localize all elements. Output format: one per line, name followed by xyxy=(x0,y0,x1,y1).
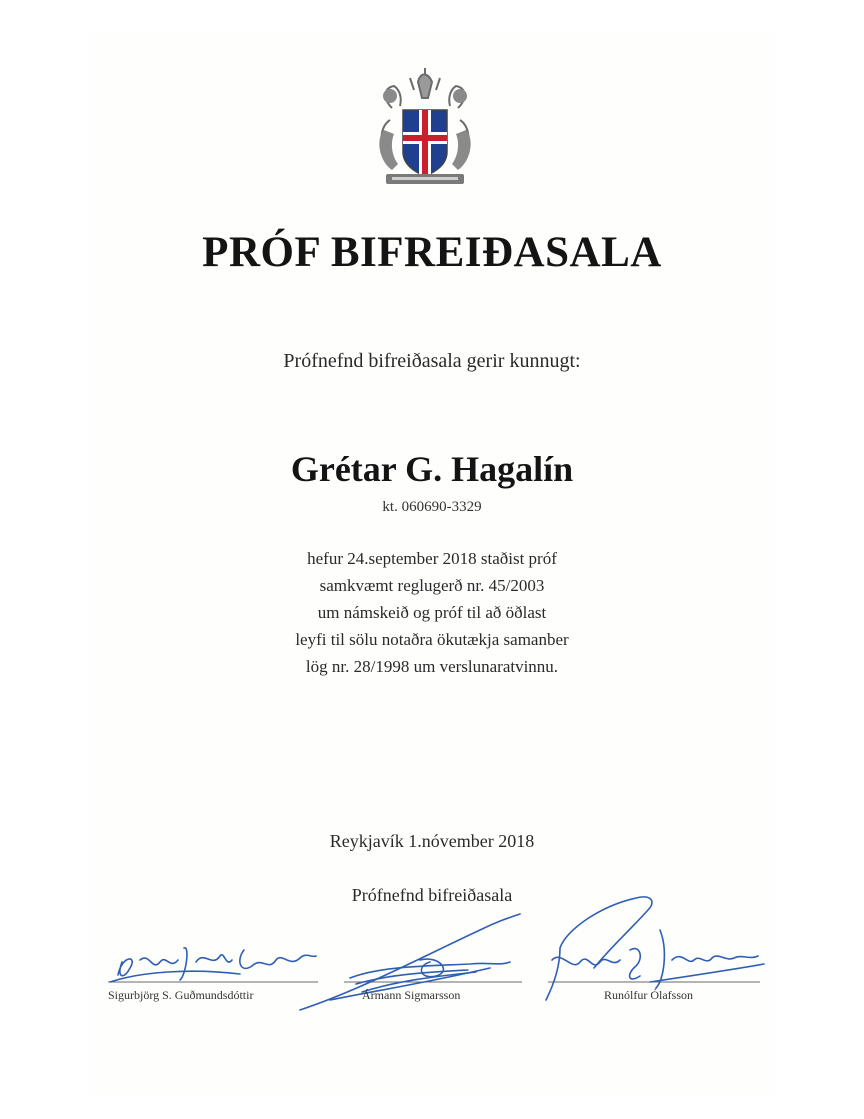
committee-name: Prófnefnd bifreiðasala xyxy=(351,885,513,905)
body-line: hefur 24.september 2018 staðist próf xyxy=(307,549,557,568)
signer-name-3: Runólfur Ólafsson xyxy=(604,988,693,1002)
holder-name: Grétar G. Hagalín xyxy=(290,449,574,489)
certificate-title: PRÓF BIFREIÐASALA xyxy=(202,229,662,276)
body-line: leyfi til sölu notaðra ökutækja samanber xyxy=(295,630,569,649)
signature-1-handwriting xyxy=(110,948,316,982)
signer-name-2: Ármann Sigmarsson xyxy=(362,988,461,1002)
place-date: Reykjavík 1.nóvember 2018 xyxy=(329,831,535,851)
body-line: um námskeið og próf til að öðlast xyxy=(317,603,547,622)
signature-3-handwriting xyxy=(546,897,764,1000)
signer-name-1: Sigurbjörg S. Guðmundsdóttir xyxy=(108,988,254,1002)
body-line: samkvæmt reglugerð nr. 45/2003 xyxy=(319,576,545,595)
announcement-text: Prófnefnd bifreiðasala gerir kunnugt: xyxy=(283,350,581,372)
holder-id: kt. 060690-3329 xyxy=(382,499,482,515)
body-line: lög nr. 28/1998 um verslunaratvinnu. xyxy=(305,657,559,676)
